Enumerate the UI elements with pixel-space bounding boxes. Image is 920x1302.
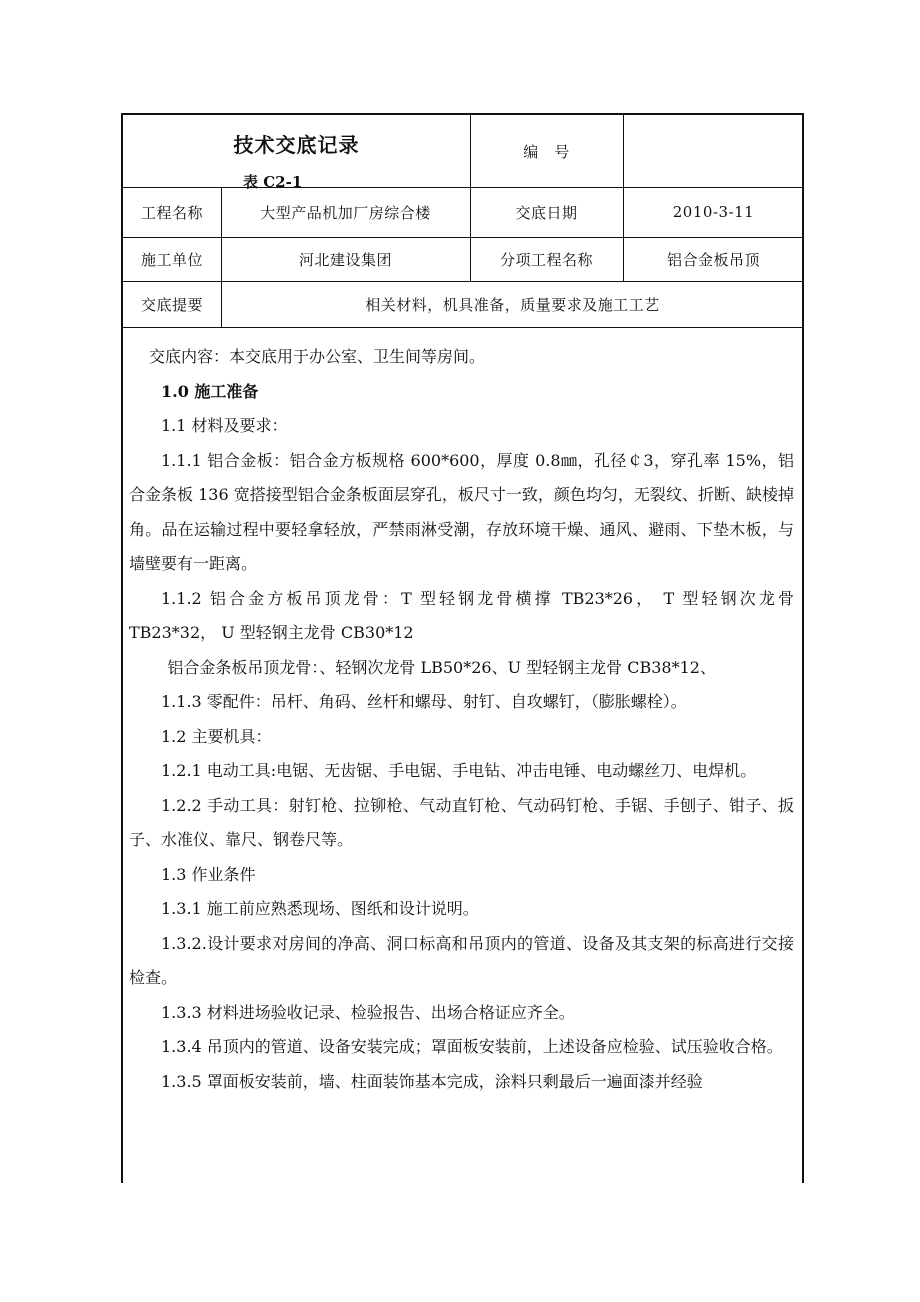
form-number: 表 C2-1 xyxy=(243,173,303,191)
content-paragraph: 铝合金条板吊顶龙骨：、轻钢次龙骨 LB50*26、U 型轻钢主龙骨 CB38*12、 xyxy=(167,657,716,677)
content-paragraph: 1.3.2.设计要求对房间的净高、洞口标高和吊顶内的管道、设备及其支架的标高进行交接检查。 xyxy=(129,933,794,987)
disclosure-date-value: 2010-3-11 xyxy=(672,203,755,221)
subproject-value: 铝合金板吊顶 xyxy=(666,250,760,269)
content-paragraph: 1.3.5 罩面板安装前，墙、柱面装饰基本完成，涂料只剩最后一遍面漆并经验 xyxy=(161,1071,703,1091)
section-heading: 1.0 施工准备 xyxy=(161,381,259,401)
content-paragraph: 1.1.2 铝合金方板吊顶龙骨：T 型轻钢龙骨横撑 TB23*26， T 型轻钢次龙骨 TB23*32， U 型轻钢主龙骨 CB30*12 xyxy=(129,588,794,642)
content-intro: 交底内容：本交底用于办公室、卫生间等房间。 xyxy=(149,347,486,366)
technical-disclosure-form xyxy=(121,113,804,1183)
summary-value: 相关材料，机具准备，质量要求及施工工艺 xyxy=(365,295,660,314)
form-title: 技术交底记录 xyxy=(233,133,360,157)
content-paragraph: 1.2.2 手动工具：射钉枪、拉铆枪、气动直钉枪、气动码钉枪、手锯、手刨子、钳子、扳子、水准仪、靠尺、钢卷尺等。 xyxy=(129,795,794,849)
contractor-label: 施工单位 xyxy=(140,250,203,269)
content-paragraph: 1.1.1 铝合金板：铝合金方板规格 600*600，厚度 0.8㎜，孔径￠3，穿孔率 15%，铝合金条板 136 宽搭接型铝合金条板面层穿孔，板尺寸一致，颜色均匀，无裂纹、折断、缺棱掉角。品在运输过程中要轻拿轻放，严禁雨淋受潮，存放环境干燥、通风、避雨、下垫木板，与墙壁要有一距离。 xyxy=(129,450,794,573)
content-paragraph: 1.3.3 材料进场验收记录、检验报告、出场合格证应齐全。 xyxy=(161,1002,575,1022)
number-value xyxy=(623,115,804,187)
content-paragraph: 1.2 主要机具： xyxy=(161,726,272,746)
number-label: 编 号 xyxy=(523,142,570,161)
disclosure-content xyxy=(123,340,802,1099)
content-paragraph: 1.3.4 吊顶内的管道、设备安装完成；罩面板安装前，上述设备应检验、试压验收合格。 xyxy=(161,1037,783,1056)
content-paragraph: 1.3.1 施工前应熟悉现场、图纸和设计说明。 xyxy=(161,899,479,918)
content-paragraph: 1.2.1 电动工具:电锯、无齿锯、手电锯、手电钻、冲击电锤、电动螺丝刀、电焊机。 xyxy=(161,761,757,780)
content-paragraph: 1.1 材料及要求： xyxy=(161,416,288,435)
row-divider xyxy=(123,327,802,328)
contractor-value: 河北建设集团 xyxy=(298,250,392,269)
project-name-value: 大型产品机加厂房综合楼 xyxy=(260,203,431,222)
disclosure-date-label: 交底日期 xyxy=(515,203,578,222)
subproject-label: 分项工程名称 xyxy=(499,250,593,269)
content-paragraph: 1.3 作业条件 xyxy=(161,864,256,884)
content-paragraph: 1.1.3 零配件：吊杆、角码、丝杆和螺母、射钉、自攻螺钉，（膨胀螺栓）。 xyxy=(161,692,687,711)
summary-label: 交底提要 xyxy=(140,295,203,314)
project-name-label: 工程名称 xyxy=(140,203,203,222)
